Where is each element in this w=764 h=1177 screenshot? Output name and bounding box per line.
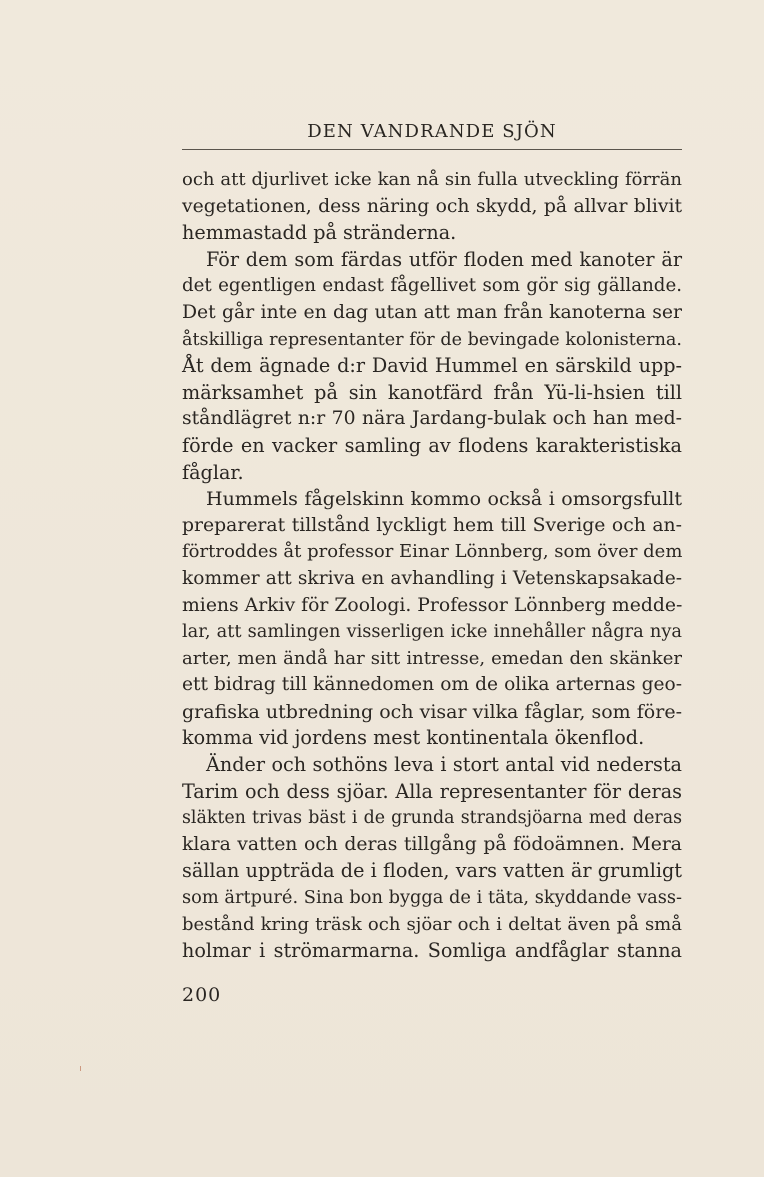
- text-line: Tarim och dess sjöar. Alla representanter för deras: [182, 779, 682, 803]
- text-line: preparerat tillstånd lyckligt hem till Sverige och an-: [182, 514, 682, 536]
- text-line: hemmastadd på stränderna.: [182, 221, 457, 245]
- text-line: bestånd kring träsk och sjöar och i deltat även på små: [182, 913, 682, 935]
- text-line: holmar i strömarmarna. Somliga andfåglar stanna: [182, 939, 682, 963]
- running-header: DEN VANDRANDE SJÖN: [307, 121, 557, 142]
- text-line: grafiska utbredning och visar vilka fåglar, som före-: [182, 700, 682, 723]
- text-line: klara vatten och deras tillgång på födoämnen. Mera: [182, 833, 682, 855]
- text-line: märksamhet på sin kanotfärd från Yü-li-hsien till: [182, 380, 682, 404]
- text-line: och att djurlivet icke kan nå sin fulla utveckling förrän: [182, 169, 682, 190]
- text-line: arter, men ändå har sitt intresse, emedan den skänker: [182, 647, 682, 669]
- text-line: miens Arkiv för Zoologi. Professor Lönnberg medde-: [182, 594, 683, 616]
- text-line: Änder och sothöns leva i stort antal vid nedersta: [206, 753, 682, 777]
- text-line: Det går inte en dag utan att man från kanoterna ser: [182, 301, 682, 323]
- page-number: 200: [182, 984, 222, 1006]
- text-line: fåglar.: [182, 460, 244, 484]
- text-line: släkten trivas bäst i de grunda strandsjöarna med deras: [182, 808, 682, 829]
- header-rule: [182, 149, 682, 150]
- text-line: det egentligen endast fågellivet som gör sig gällande.: [182, 275, 682, 297]
- text-line: förtroddes åt professor Einar Lönnberg, som över dem: [182, 541, 683, 563]
- text-line: förde en vacker samling av flodens karakteristiska: [182, 433, 682, 457]
- body-text: [182, 167, 682, 965]
- text-line: som ärtpuré. Sina bon bygga de i täta, skyddande vass-: [182, 887, 682, 909]
- text-line: kommer att skriva en avhandling i Vetenskapsakade-: [182, 567, 682, 589]
- text-line: sällan uppträda de i floden, vars vatten är grumligt: [182, 859, 682, 883]
- text-line: åtskilliga representanter för de bevingade kolonisterna.: [182, 329, 682, 350]
- text-line: Åt dem ägnade d:r David Hummel en särskild upp-: [182, 354, 682, 378]
- text-line: komma vid jordens mest kontinentala ökenflod.: [182, 726, 645, 750]
- text-line: ståndlägret n:r 70 nära Jardang-bulak och han med-: [182, 408, 682, 430]
- text-line: För dem som färdas utför floden med kanoter är: [206, 247, 682, 271]
- paper-speck: [80, 1066, 81, 1071]
- text-line: lar, att samlingen visserligen icke innehåller några nya: [182, 621, 682, 643]
- text-line: vegetationen, dess näring och skydd, på allvar blivit: [182, 195, 682, 217]
- text-line: Hummels fågelskinn kommo också i omsorgsfullt: [206, 488, 682, 511]
- text-line: ett bidrag till kännedomen om de olika arternas geo-: [182, 674, 682, 696]
